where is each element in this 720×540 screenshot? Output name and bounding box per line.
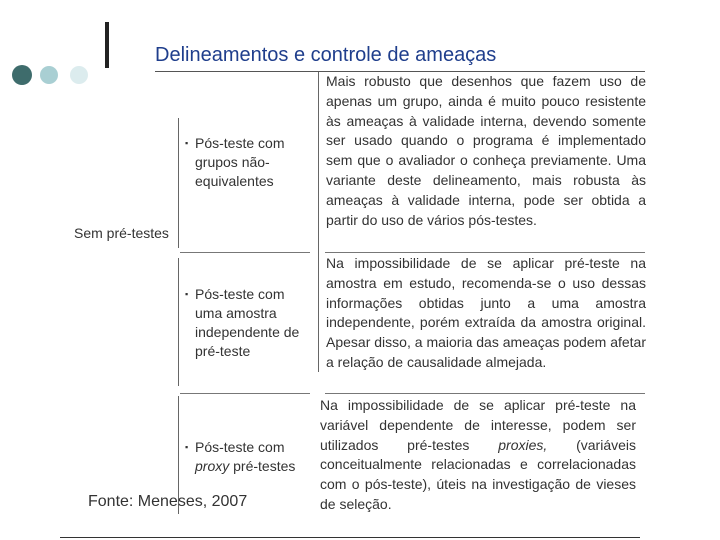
decor-dot-medium	[40, 66, 58, 84]
bottom-rule	[60, 537, 640, 538]
design-label-1: Pós-teste com grupos não-equivalentes	[195, 135, 285, 189]
design-item-3	[185, 438, 315, 476]
design-item-2	[185, 285, 313, 361]
table-divider-mid	[318, 72, 319, 372]
design-label-3-part-2: pré-testes	[233, 458, 296, 474]
table-row-separator-2	[325, 393, 645, 394]
description-3-proxies: proxies,	[498, 436, 548, 453]
bullet-marker: ▪	[185, 289, 189, 299]
bullet-marker: ▪	[185, 138, 189, 148]
table-row-separator-1-left	[180, 252, 310, 253]
slide-title: Delineamentos e controle de ameaças	[155, 44, 497, 66]
description-1: Mais robusto que desenhos que fazem uso de apenas um grupo, ainda é muito pouco resistente às ameaças à validade interna, devendo somente ser usado quando o programa é implementado sem que o avaliador o conheça previamente. Uma variante deste delineamento, mais robusta às ameaças à validade interna, pode ser obtida a partir do uso de vários pós-testes.	[326, 73, 646, 228]
design-label-2: Pós-teste com uma amostra independente de pré-teste	[195, 286, 300, 359]
design-label-3-part-1: Pós-teste com	[195, 439, 285, 455]
design-item-1	[185, 134, 315, 191]
table-row-separator-2-left	[180, 393, 310, 394]
table-divider-left-1	[178, 118, 179, 248]
table-divider-left-2	[178, 258, 179, 386]
design-label-3-proxy: proxy	[195, 458, 230, 474]
description-2: Na impossibilidade de se aplicar pré-teste na amostra em estudo, recomenda-se o uso dessas informações obtidas junto a uma amostra independente, porém extraída da amostra original. Apesar disso, a maioria das ameaças podem afetar a relação de causalidade almejada.	[326, 255, 646, 370]
bullet-marker: ▪	[185, 442, 189, 452]
source-citation: Fonte: Meneses, 2007	[88, 493, 248, 510]
decor-vertical-line	[105, 22, 109, 68]
decor-dot-light	[70, 66, 88, 84]
description-3-part-2: (variáveis conceitualmente relacionadas e correlacionadas com o pós-teste), úteis na investigação de vieses de seleção.	[320, 436, 636, 512]
description-3	[320, 396, 636, 515]
design-label-3	[195, 438, 315, 476]
row-label-sem-pre-testes: Sem pré-testes	[74, 225, 169, 241]
description-3-part-1: Na impossibilidade de se aplicar pré-teste na variável dependente de interesse, podem ser utilizados pré-testes	[320, 397, 636, 453]
decor-dot-dark	[12, 65, 32, 85]
table-row-separator-1	[325, 252, 645, 253]
